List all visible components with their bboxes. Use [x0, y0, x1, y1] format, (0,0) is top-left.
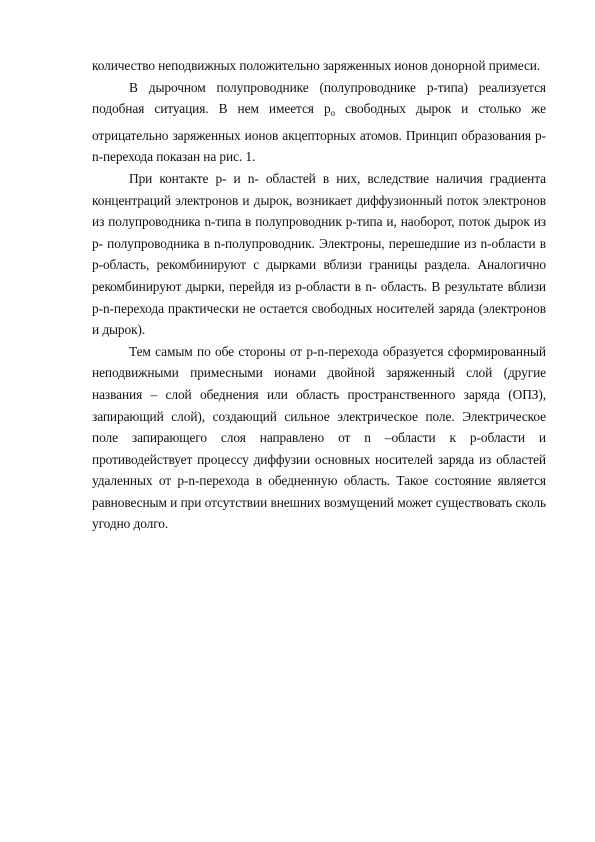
- paragraph-1-text: количество неподвижных положительно заряженных ионов донорной примеси.: [92, 58, 541, 73]
- subscript-zero: о: [330, 108, 335, 119]
- paragraph-3: [92, 168, 546, 341]
- paragraph-4-text: Тем самым по обе стороны от р-n-перехода образуется сформированный неподвижными примесными ионами двойной заряженный слой (другие названия – слой обеднения или область пространственного заряда (ОПЗ), запирающий слой), создающий сильное электрическое поле. Электрическое поле запирающего слоя направлено от n –области к р-области и противодействует процессу диффузии основных носителей заряда из областей удаленных от р-n-перехода в обедненную область. Такое состояние является равновесным и при отсутствии внешних возмущений может существовать сколь угодно долго.: [92, 343, 546, 532]
- paragraph-1: [92, 55, 546, 77]
- paragraph-2: [92, 77, 546, 168]
- document-body: [92, 55, 546, 535]
- paragraph-3-text: При контакте р- и n- областей в них, вследствие наличия градиента концентраций электронов и дырок, возникает диффузионный поток электронов из полупроводника n-типа в полупроводник р-типа и, наоборот, поток дырок из р- полупроводника в n-полупроводник. Электроны, перешедшие из n-области в р-область, рекомбинируют с дырками вблизи границы раздела. Аналогично рекомбинируют дырки, перейдя из р-области в n- область. В результате вблизи р-n-перехода практически не остается свободных носителей заряда (электронов и дырок).: [92, 170, 546, 338]
- paragraph-4: [92, 341, 546, 535]
- paragraph-2-text-b: свободных дырок и столько же отрицательно заряженных ионов акцепторных атомов. Принцип образования р-n-перехода показан на рис. 1.: [92, 101, 546, 165]
- paragraph-2-text-a: В дырочном полупроводнике (полупроводнике р-типа) реализуется подобная ситуация. В нем имеется р: [92, 79, 546, 117]
